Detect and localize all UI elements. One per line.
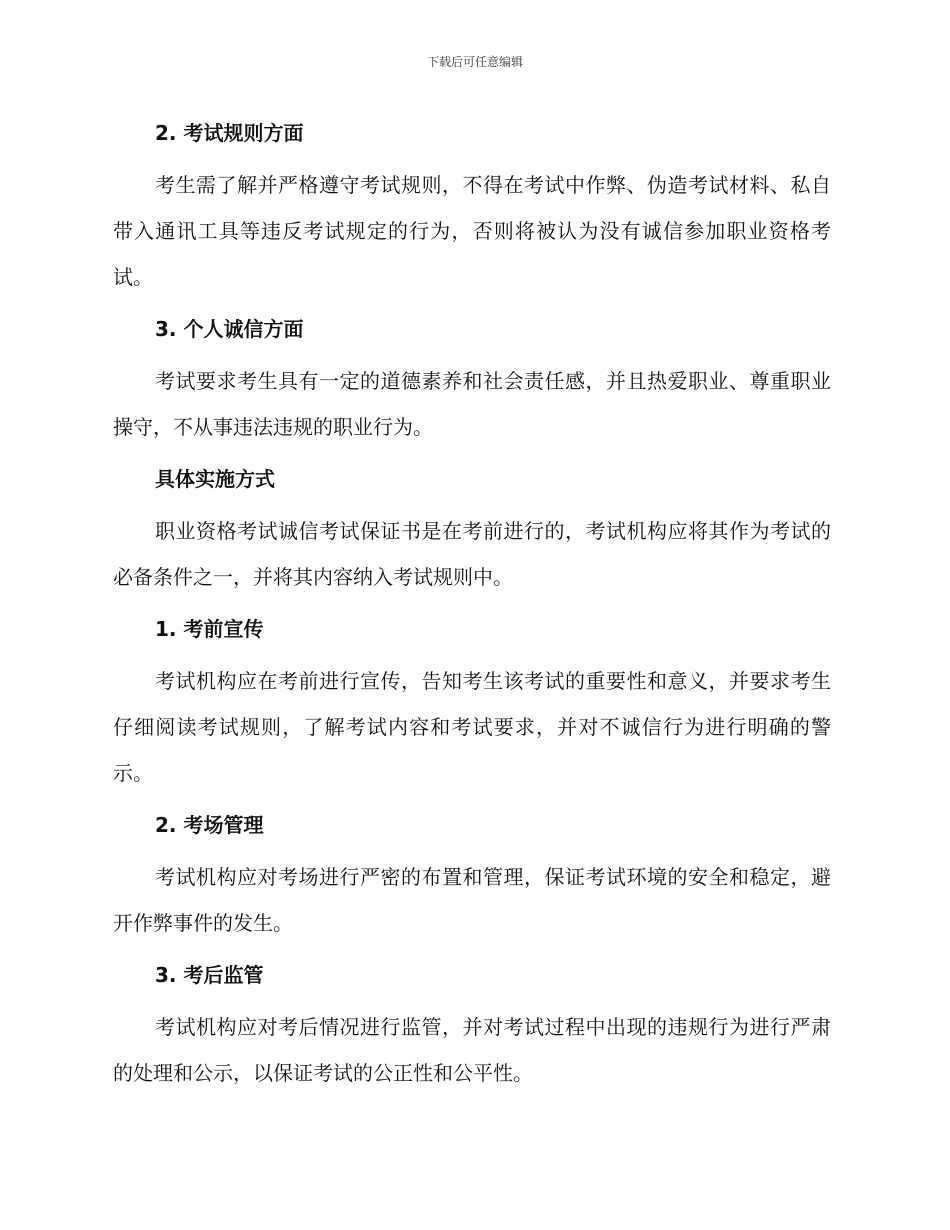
document-body [113,110,831,1102]
section-heading-personal-integrity: 3. 个人诚信方面 [155,317,304,341]
section-heading-implementation: 具体实施方式 [155,467,275,491]
paragraph-post-exam-supervision: 考试机构应对考后情况进行监管，并对考试过程中出现的违规行为进行严肃的处理和公示，以保证考试的公正性和公平性。 [113,1015,831,1085]
section-heading-pre-exam-promotion: 1. 考前宣传 [155,617,264,641]
paragraph-exam-room-management: 考试机构应对考场进行严密的布置和管理，保证考试环境的安全和稳定，避开作弊事件的发生。 [113,865,831,935]
section-heading-post-exam-supervision: 3. 考后监管 [155,963,264,987]
paragraph-implementation: 职业资格考试诚信考试保证书是在考前进行的，考试机构应将其作为考试的必备条件之一，并将其内容纳入考试规则中。 [113,519,831,589]
paragraph-pre-exam-promotion: 考试机构应在考前进行宣传，告知考生该考试的重要性和意义，并要求考生仔细阅读考试规则，了解考试内容和考试要求，并对不诚信行为进行明确的警示。 [113,669,831,785]
section-heading-exam-room-management: 2. 考场管理 [155,813,264,837]
paragraph-exam-rules: 考生需了解并严格遵守考试规则，不得在考试中作弊、伪造考试材料、私自带入通讯工具等违反考试规定的行为，否则将被认为没有诚信参加职业资格考试。 [113,173,831,289]
paragraph-personal-integrity: 考试要求考生具有一定的道德素养和社会责任感，并且热爱职业、尊重职业操守，不从事违法违规的职业行为。 [113,369,831,439]
section-heading-exam-rules: 2. 考试规则方面 [155,121,304,145]
header-note: 下载后可任意编辑 [426,55,523,69]
